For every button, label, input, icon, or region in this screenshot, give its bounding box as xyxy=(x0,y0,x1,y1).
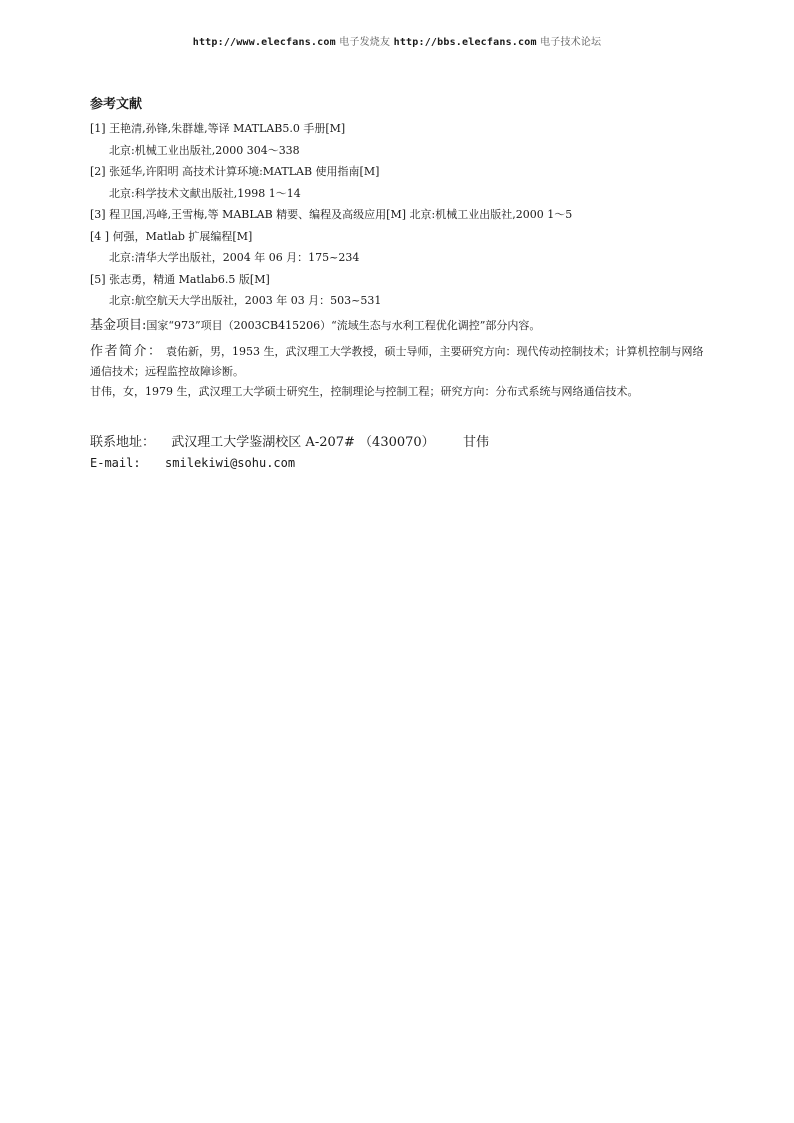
page-header xyxy=(0,36,794,50)
reference-2: [2] 张延华,许阳明 高技术计算环境:MATLAB 使用指南[M] xyxy=(90,165,380,178)
contact-address-text: 武汉理工大学鉴湖校区 A-207# （430070） xyxy=(171,434,435,450)
reference-2-publisher: 北京:科学技术文献出版社,1998 1～14 xyxy=(109,186,301,200)
contact-label: 联系地址： xyxy=(90,434,156,450)
email-address[interactable]: smilekiwi@sohu.com xyxy=(165,455,296,470)
fund-text: 国家“973”项目（2003CB415206）“流域生态与水利工程优化调控”部分内容。 xyxy=(146,318,541,332)
fund-info xyxy=(90,316,710,336)
reference-4-publisher: 北京:清华大学出版社，2004 年 06 月：175~234 xyxy=(109,251,360,264)
author-2-bio: 甘伟，女，1979 生，武汉理工大学硕士研究生，控制理论与控制工程；研究方向：分布式系统与网络通信技术。 xyxy=(90,384,639,398)
header-url-2[interactable]: http://bbs.elecfans.com xyxy=(393,37,537,48)
reference-3: [3] 程卫国,冯峰,王雪梅,等 MABLAB 精要、编程及高级应用[M] 北京:机械工业出版社,2000 1～5 xyxy=(90,208,573,221)
contact-name: 甘伟 xyxy=(462,434,489,450)
email-label: E-mail: xyxy=(90,455,141,470)
contact-address xyxy=(90,432,710,453)
reference-5-publisher: 北京:航空航天大学出版社，2003 年 03 月：503~531 xyxy=(109,294,382,307)
author-1-bio: 袁佑新，男，1953 生，武汉理工大学教授，硕士导师，主要研究方向：现代传动控制技术；计算机控制与网络通信技术；远程监控故障诊断。 xyxy=(90,344,704,378)
contact-email xyxy=(90,453,710,474)
header-site-2: 电子技术论坛 xyxy=(540,37,602,48)
author-intro xyxy=(90,342,710,382)
reference-1: [1] 王艳清,孙锋,朱群雄,等译 MATLAB5.0 手册[M] xyxy=(90,122,346,135)
author-label: 作者简介： xyxy=(90,343,163,359)
references-heading: 参考文献 xyxy=(90,97,143,112)
reference-5: [5] 张志勇，精通 Matlab6.5 版[M] xyxy=(90,272,270,286)
header-site-1: 电子发烧友 xyxy=(339,37,391,48)
reference-1-publisher: 北京:机械工业出版社,2000 304～338 xyxy=(109,143,300,157)
fund-label: 基金项目: xyxy=(90,317,147,333)
document-body xyxy=(90,96,710,474)
reference-4: [4 ] 何强，Matlab 扩展编程[M] xyxy=(90,229,253,243)
header-url-1[interactable]: http://www.elecfans.com xyxy=(192,37,336,48)
